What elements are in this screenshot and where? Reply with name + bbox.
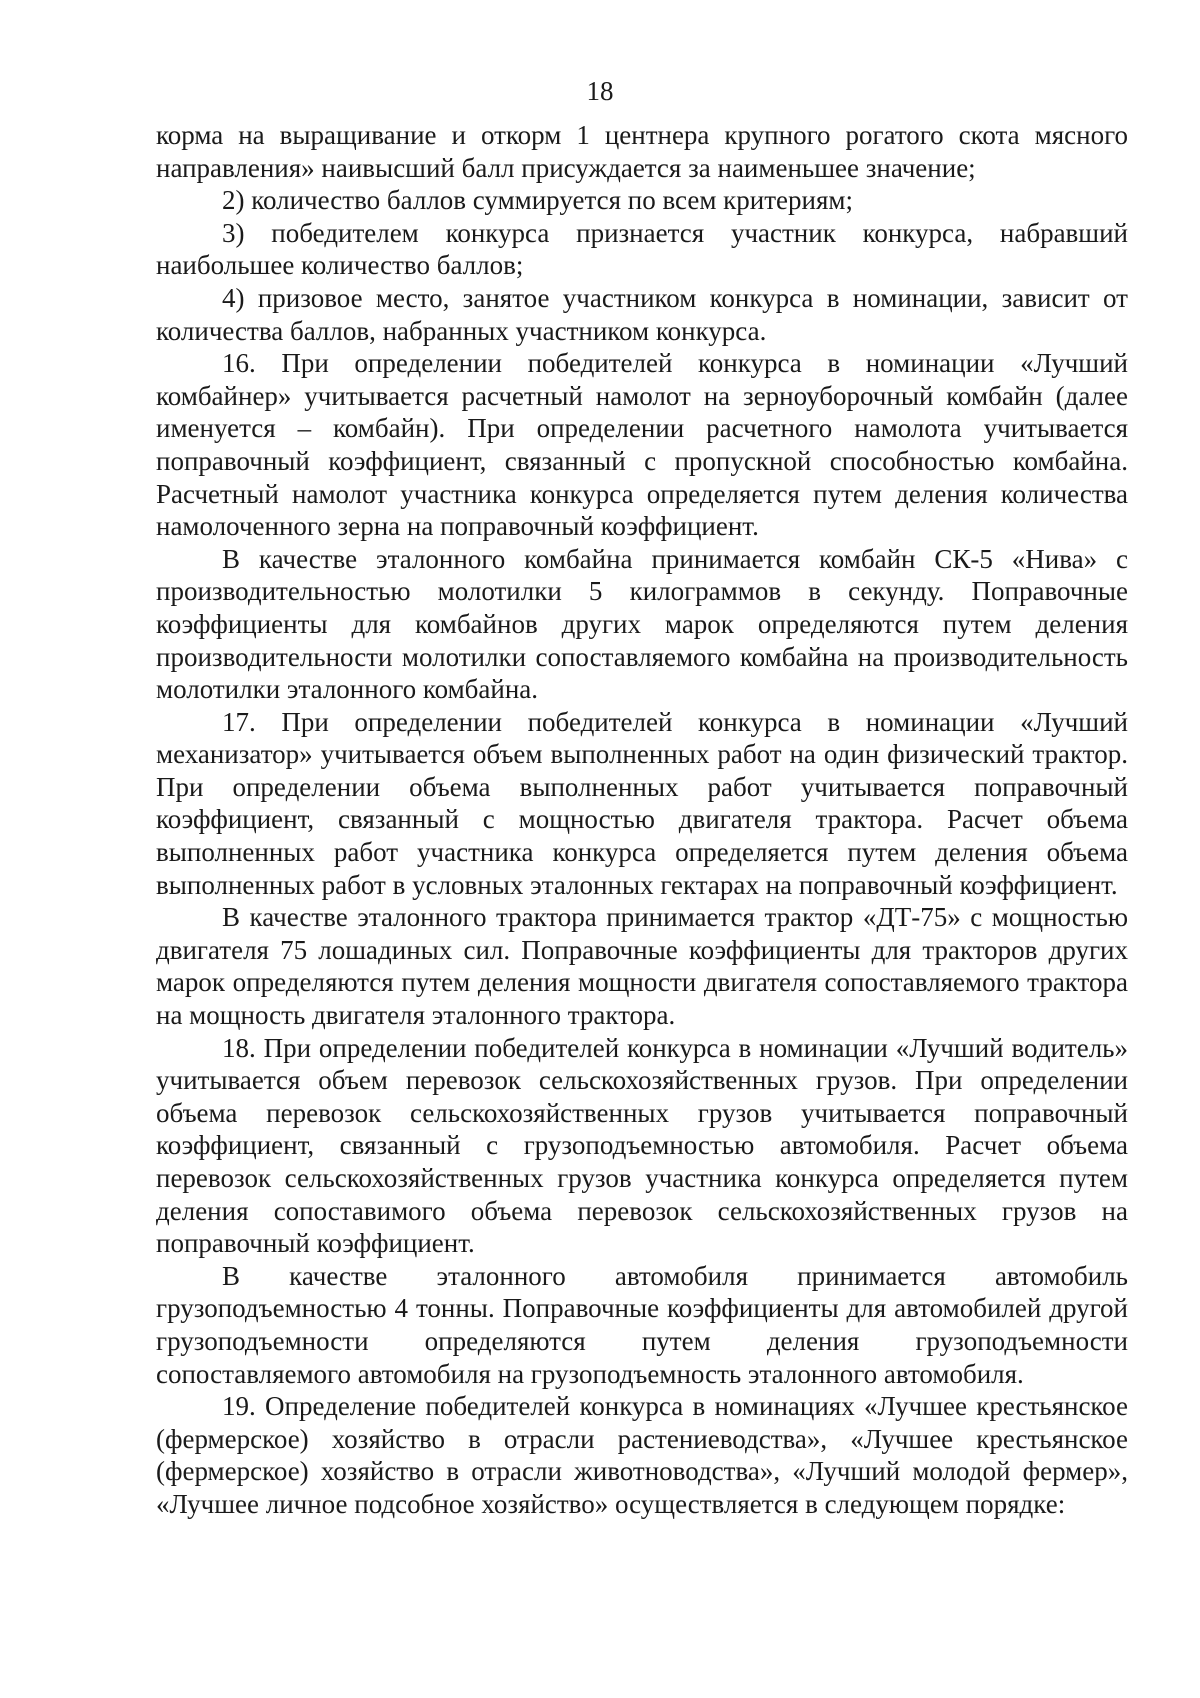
- paragraph-item-4: 4) призовое место, занятое участником конкурса в номинации, зависит от количества баллов, набранных участником конкурса.: [156, 282, 1128, 346]
- paragraph-18-reference-vehicle: В качестве эталонного автомобиля принимается автомобиль грузоподъемностью 4 тонны. Поправочные коэффициенты для автомобилей другой грузоподъемности определяются путем деления грузоподъемности сопоставляемого автомобиля на грузоподъемность эталонного автомобиля.: [156, 1260, 1128, 1389]
- paragraph-item-2: 2) количество баллов суммируется по всем критериям;: [222, 185, 853, 216]
- paragraph-item-3: 3) победителем конкурса признается участник конкурса, набравший наибольшее количество баллов;: [156, 217, 1128, 281]
- paragraph-17-reference-tractor: В качестве эталонного трактора принимается трактор «ДТ-75» с мощностью двигателя 75 лошадиных сил. Поправочные коэффициенты для тракторов других марок определяются путем деления мощности двигателя сопоставляемого трактора на мощность двигателя эталонного трактора.: [156, 902, 1128, 1031]
- paragraph-continuation: корма на выращивание и откорм 1 центнера крупного рогатого скота мясного направления» наивысший балл присуждается за наименьшее значение;: [156, 120, 1128, 183]
- paragraph-18: 18. При определении победителей конкурса в номинации «Лучший водитель» учитывается объем перевозок сельскохозяйственных грузов. При определении объема перевозок сельскохозяйственных грузов учитывается поправочный коэффициент, связанный с грузоподъемностью автомобиля. Расчет объема перевозок сельскохозяйственных грузов участника конкурса определяется путем деления сопоставимого объема перевозок сельскохозяйственных грузов на поправочный коэффициент.: [156, 1032, 1128, 1259]
- page-number: 18: [586, 76, 614, 106]
- paragraph-19: 19. Определение победителей конкурса в номинациях «Лучшее крестьянское (фермерское) хозяйство в отрасли растениеводства», «Лучшее крестьянское (фермерское) хозяйство в отрасли животноводства», «Лучший молодой фермер», «Лучшее личное подсобное хозяйство» осуществляется в следующем порядке:: [156, 1391, 1128, 1519]
- paragraph-17: 17. При определении победителей конкурса в номинации «Лучший механизатор» учитывается объем выполненных работ на один физический трактор. При определении объема выполненных работ учитывается поправочный коэффициент, связанный с мощностью двигателя трактора. Расчет объема выполненных работ участника конкурса определяется путем деления объема выполненных работ в условных эталонных гектарах на поправочный коэффициент.: [156, 706, 1128, 900]
- paragraph-16: 16. При определении победителей конкурса в номинации «Лучший комбайнер» учитывается расчетный намолот на зерноуборочный комбайн (далее именуется – комбайн). При определении расчетного намолота учитывается поправочный коэффициент, связанный с пропускной способностью комбайна. Расчетный намолот участника конкурса определяется путем деления количества намолоченного зерна на поправочный коэффициент.: [156, 348, 1128, 542]
- document-body: [156, 119, 1128, 1521]
- paragraph-16-reference-combine: В качестве эталонного комбайна принимается комбайн СК-5 «Нива» с производительностью молотилки 5 килограммов в секунду. Поправочные коэффициенты для комбайнов других марок определяются путем деления производительности молотилки сопоставляемого комбайна на производительность молотилки эталонного комбайна.: [156, 543, 1128, 705]
